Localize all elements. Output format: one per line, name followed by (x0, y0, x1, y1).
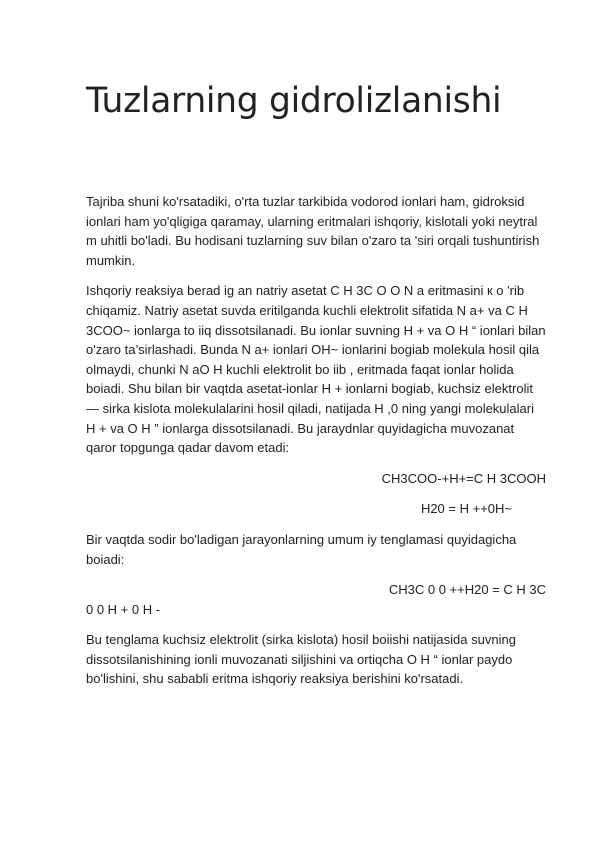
page-title: Tuzlarning gidrolizlanishi (86, 81, 502, 121)
document-body (86, 192, 546, 700)
paragraph-overall-equation-intro: Bir vaqtda sodir bo'ladigan jarayonlarning umum iy tenglamasi quyidagicha boiadi: (86, 531, 517, 567)
paragraph-intro: Tajriba shuni ko'rsatadiki, o'rta tuzlar tarkibida vodorod ionlari ham, gidroksid ionlari ham yo'qligiga qaramay, ularning eritmalari ishqoriy, kislotali yoki neytral m uhitli bo'ladi. Bu hodisani tuzlarning suv bilan o'zaro ta 'siri orqali tushuntirish mumkin. (86, 194, 540, 268)
equation-water-dissociation: H20 = H ++0H~ (420, 501, 512, 517)
equation-overall-hydrolysis: CH3C 0 0 ++H20 = C H 3C (388, 582, 546, 598)
paragraph-conclusion: Bu tenglama kuchsiz elektrolit (sirka kislota) hosil boiishi natijasida suvning dissotsilanishining ionli muvozanati siljishini va ortiqcha O H “ ionlar paydo bo'lishini, shu sababli eritma ishqoriy reaksiya berishini ko'rsatadi. (86, 632, 516, 687)
paragraph-sodium-acetate: Ishqoriy reaksiya berad ig an natriy asetat C H 3C O O N a eritmasini к o 'rib chiqamiz. Natriy asetat suvda eritilganda kuchli elektrolit sifatida N a+ va C H 3COO~ ionlarga to iiq dissotsilanadi. Bu ionlar suvning H + va O H “ ionlari bilan o'zaro ta’sirlashadi. Bunda N a+ ionlari OH~ ionlarini bogiab molekula hosil qila olmaydi, chunki N aO H kuchli elektrolit bo iib , eritmada faqat ionlar holida boiadi. Shu bilan bir vaqtda asetat-ionlar H + ionlarni bogiab, kuchsiz elektrolit — sirka kislota molekulalarini hosil qiladi, natijada H ,0 ning yangi molekulalari H + va O H ” ionlarga dissotsilanadi. Bu jaraydnlar quyidagicha muvozanat qaror topgunga qadar davom etadi: (86, 283, 546, 456)
equation-acetic-acid-equilibrium: CH3COO-+H+=C H 3COOH (381, 470, 546, 486)
equation-overall-hydrolysis-continuation: 0 0 H + 0 H - (86, 601, 161, 617)
